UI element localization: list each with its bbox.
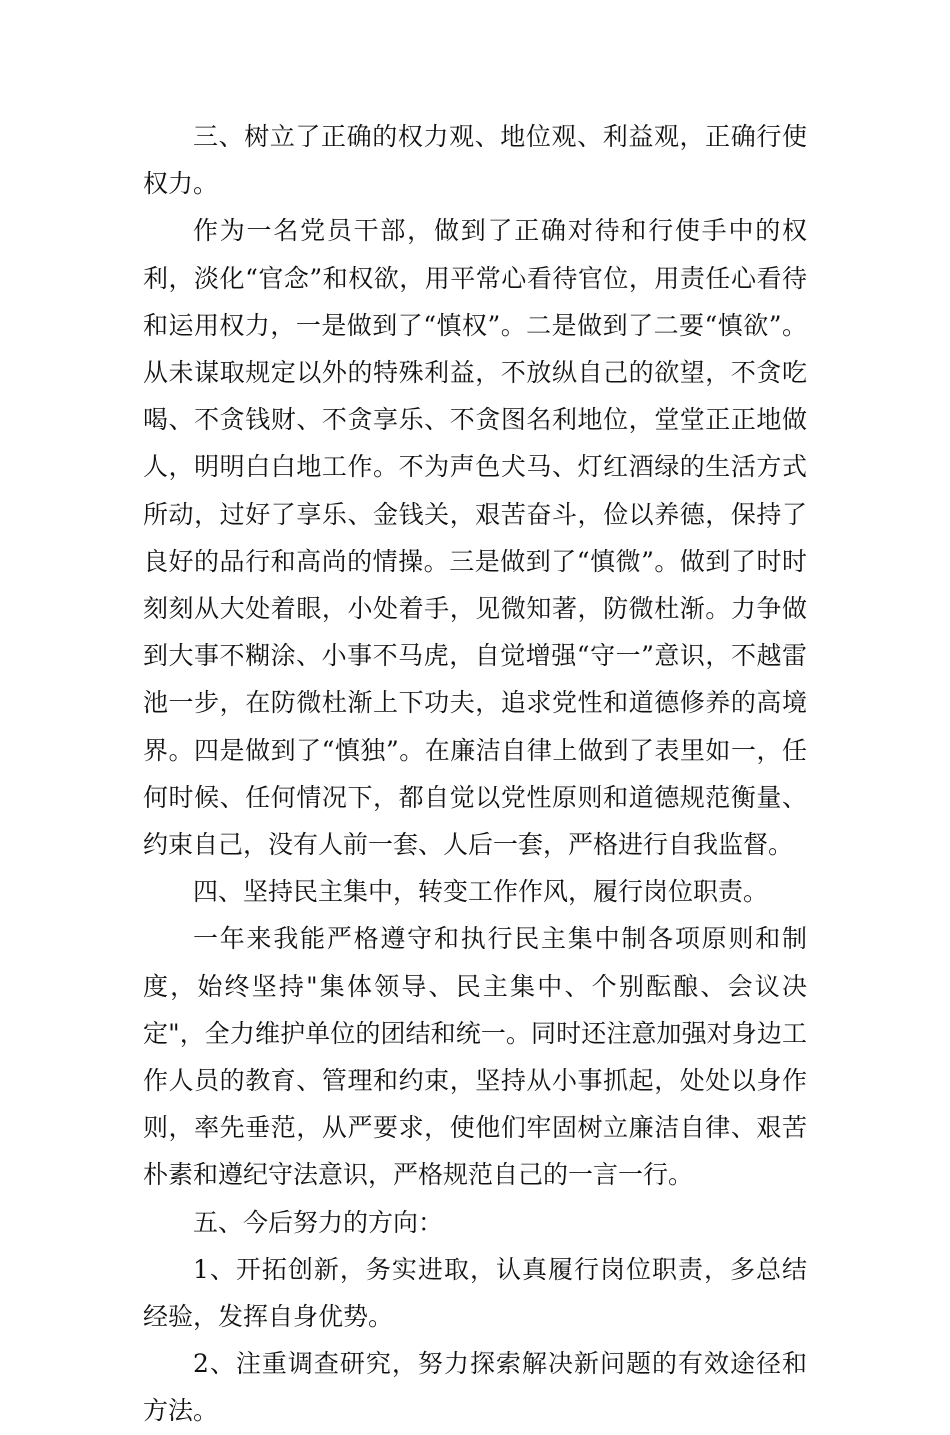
list-item: 1、开拓创新，务实进取，认真履行岗位职责，多总结经验，发挥自身优势。 [143, 1254, 807, 1332]
list-item: 2、注重调查研究，努力探索解决新问题的有效途径和方法。 [143, 1349, 807, 1426]
section-heading-5: 五、今后努力的方向： [193, 1207, 444, 1237]
section-heading-4: 四、坚持民主集中，转变工作作风，履行岗位职责。 [193, 877, 769, 907]
document-body [143, 113, 807, 1435]
section-heading-3: 三、树立了正确的权力观、地位观、利益观，正确行使权力。 [143, 122, 807, 199]
body-paragraph: 一年来我能严格遵守和执行民主集中制各项原则和制度，始终坚持"集体领导、民主集中、个别酝酿、会议决定"，全力维护单位的团结和统一。同时还注意加强对身边工作人员的教育、管理和约束，坚持从小事抓起，处处以身作则，率先垂范，从严要求，使他们牢固树立廉洁自律、艰苦朴素和遵纪守法意识，严格规范自己的一言一行。 [143, 924, 807, 1190]
body-paragraph: 作为一名党员干部，做到了正确对待和行使手中的权利，淡化“官念”和权欲，用平常心看待官位，用责任心看待和运用权力，一是做到了“慎权”。二是做到了二要“慎欲”。从未谋取规定以外的特殊利益，不放纵自己的欲望，不贪吃喝、不贪钱财、不贪享乐、不贪图名利地位，堂堂正正地做人，明明白白地工作。不为声色犬马、灯红酒绿的生活方式所动，过好了享乐、金钱关，艰苦奋斗，俭以养德，保持了良好的品行和高尚的情操。三是做到了“慎微”。做到了时时刻刻从大处着眼，小处着手，见微知著，防微杜渐。力争做到大事不糊涂、小事不马虎，自觉增强“守一”意识，不越雷池一步，在防微杜渐上下功夫，追求党性和道德修养的高境界。四是做到了“慎独”。在廉洁自律上做到了表里如一，任何时候、任何情况下，都自觉以党性原则和道德规范衡量、约束自己，没有人前一套、人后一套，严格进行自我监督。 [143, 216, 807, 860]
